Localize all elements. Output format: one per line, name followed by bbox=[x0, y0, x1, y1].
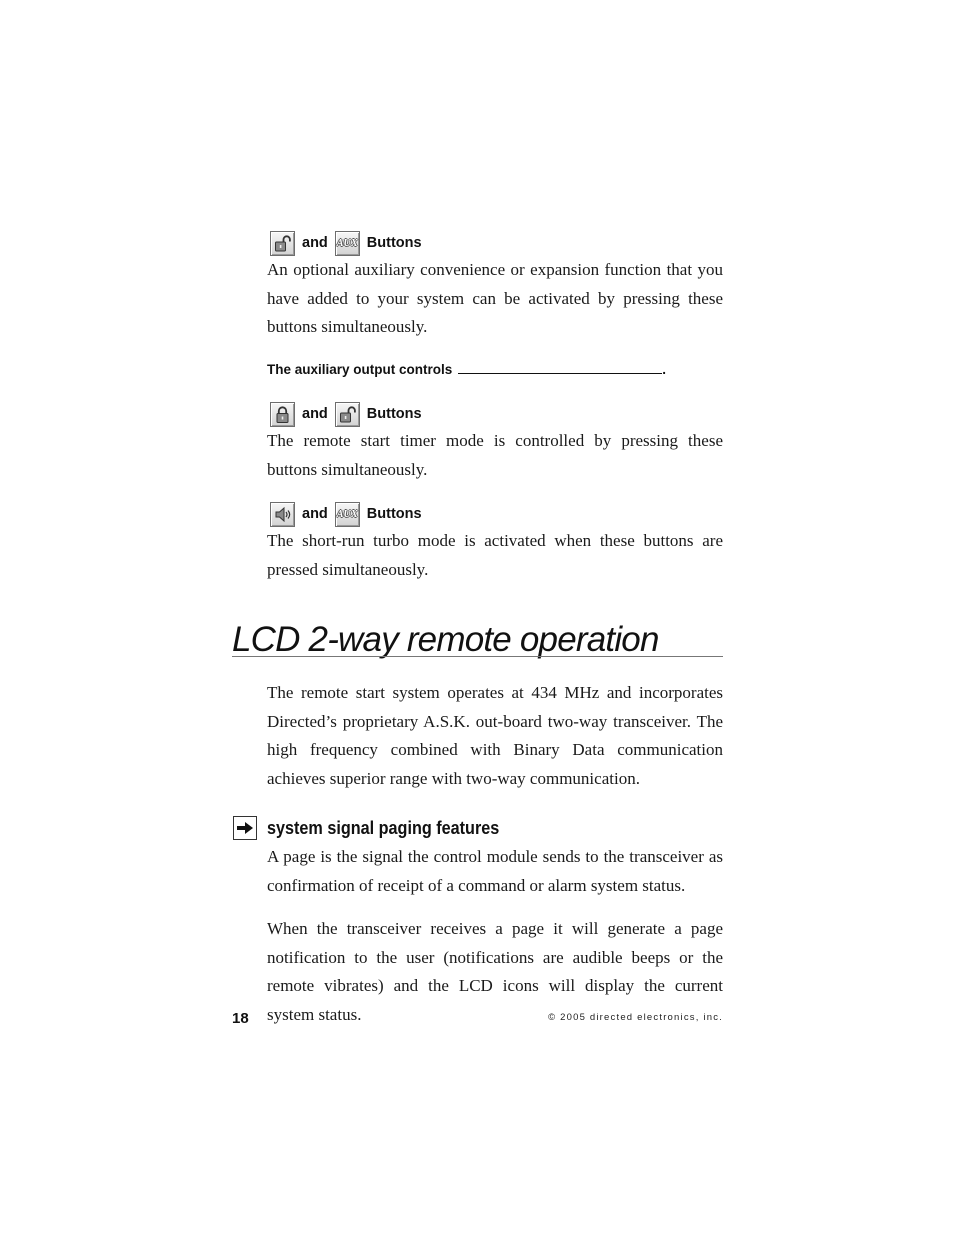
buttons-label: Buttons bbox=[366, 506, 422, 522]
paging-subheading: system signal paging features bbox=[267, 818, 500, 838]
lcd-paragraph: The remote start system operates at 434 MHz and incorporates Directed’s proprietary A.S.K. out-board two-way transceiver. The high frequency combined with Binary Data communication achieves superior range with two-way communication. bbox=[267, 683, 723, 788]
aux-paragraph: An optional auxiliary convenience or expansion function that you have added to your system can be activated by pressing these buttons simultaneously. bbox=[267, 260, 723, 336]
speaker-button-icon bbox=[270, 502, 295, 527]
speaker-aux-buttons-heading bbox=[270, 500, 422, 528]
page-number: 18 bbox=[232, 1010, 249, 1027]
lock-button-icon bbox=[270, 402, 295, 427]
lock-unlock-buttons-heading bbox=[270, 400, 422, 428]
and-label: and bbox=[302, 406, 328, 422]
section-title-rule bbox=[232, 656, 723, 657]
aux-label: AUX bbox=[336, 237, 358, 249]
paging-paragraph-2: When the transceiver receives a page it will generate a page notification to the user (notifications are audible beeps or the remote vibrates) and the LCD icons will display the current system status. bbox=[267, 919, 723, 1024]
copyright-notice: © 2005 directed electronics, inc. bbox=[548, 1012, 723, 1023]
aux-button-icon bbox=[335, 502, 360, 527]
aux-label: AUX bbox=[336, 508, 358, 520]
turbo-mode-paragraph: The short-run turbo mode is activated when these buttons are pressed simultaneously. bbox=[267, 531, 723, 579]
fill-in-label: The auxiliary output controls bbox=[267, 362, 453, 377]
fill-in-blank bbox=[458, 362, 662, 374]
paging-paragraph-1: A page is the signal the control module sends to the transceiver as confirmation of receipt of a command or alarm system status. bbox=[267, 847, 723, 895]
unlock-button-icon bbox=[270, 231, 295, 256]
and-label: and bbox=[302, 235, 328, 251]
buttons-label: Buttons bbox=[366, 406, 422, 422]
section-title: LCD 2-way remote operation bbox=[232, 620, 659, 659]
and-label: and bbox=[302, 506, 328, 522]
aux-output-fill-in bbox=[267, 362, 666, 377]
timer-mode-paragraph: The remote start timer mode is controlled by pressing these buttons simultaneously. bbox=[267, 431, 723, 479]
unlock-button-icon bbox=[335, 402, 360, 427]
arrow-right-icon bbox=[233, 816, 257, 840]
unlock-aux-buttons-heading bbox=[270, 229, 422, 257]
fill-in-end: . bbox=[662, 362, 667, 377]
buttons-label: Buttons bbox=[366, 235, 422, 251]
aux-button-icon bbox=[335, 231, 360, 256]
